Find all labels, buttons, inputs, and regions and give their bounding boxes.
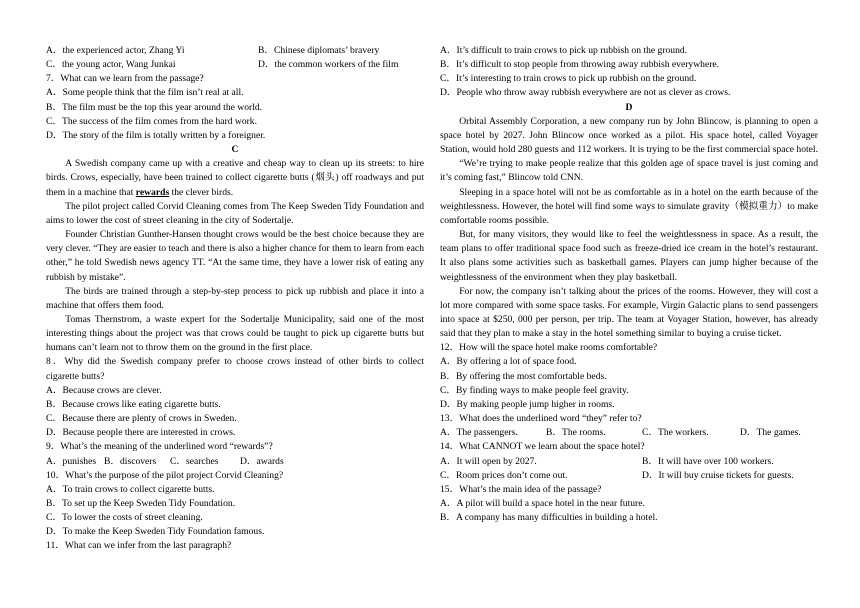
q15-option-a: A．A pilot will build a space hotel in the near future. [440, 498, 645, 509]
q11-option-d: D．People who throw away rubbish everywhere are not as clever as crows. [440, 87, 731, 99]
q13-options-row [440, 426, 818, 440]
passage-d-paragraph-1: Orbital Assembly Corporation, a new company run by John Blincow, is planning to open a space hotel by 2027. John Blincow once worked as a pilot. His space hotel, called Voyager Station, would hold 280 guests and 112 workers. It is trying to be the first commercial space hotel. [440, 115, 818, 156]
passage-d-paragraph-3: Sleeping in a space hotel will not be as comfortable as in a hotel on the earth because of the weightlessness. However, the hotel will find some ways to simulate gravity（模拟重力）to make comfortable rooms possible. [440, 186, 818, 226]
q13-option-a: A．The passengers. [440, 427, 518, 439]
passage-c-paragraph-1 [46, 157, 424, 199]
passage-d-paragraph-2: “We’re trying to make people realize that this golden age of space travel is just coming and it’s coming fast,” Blincow told CNN. [440, 158, 818, 184]
q9-option-a: A．punishes [46, 455, 97, 467]
q11-option-c: C．It’s interesting to train crows to pick up rubbish on the ground. [440, 73, 697, 85]
q6-option-d: D．the common workers of the film [258, 59, 399, 71]
q14-question: 14．What CANNOT we learn about the space hotel? [440, 441, 645, 453]
q12-question: 12．How will the space hotel make rooms comfortable? [440, 342, 658, 354]
q11-option-a: A．It’s difficult to train crows to pick up rubbish on the ground. [440, 45, 688, 56]
q14-option-c: C．Room prices don’t come out. [440, 469, 568, 481]
q7-option-c: C．The success of the film comes from the hard work. [46, 115, 258, 127]
q11-option-b: B．It’s difficult to stop people from throwing away rubbish everywhere. [440, 59, 720, 71]
q11-question: 11．What can we infer from the last paragraph? [46, 540, 232, 552]
q10-option-a: A．To train crows to collect cigarette butts. [46, 483, 215, 495]
q6-options-row2 [46, 58, 424, 72]
q12-option-c: C．By finding ways to make people feel gravity. [440, 384, 629, 396]
q10-option-d: D．To make the Keep Sweden Tidy Foundation famous. [46, 526, 265, 538]
q14-options-row1 [440, 455, 818, 469]
q14-options-row2 [440, 469, 818, 483]
q6-option-a: A．the experienced actor, Zhang Yi [46, 45, 185, 56]
passage-c-paragraph-5: Tomas Thernstrom, a waste expert for the Sodertalje Municipality, said one of the most interesting things about the project was that crows could be taught to pick up cigarette butts but humans can’t learn not to throw them on the ground in the first place. [46, 313, 424, 354]
q12-option-a: A．By offering a lot of space food. [440, 356, 577, 368]
q6-options-row1 [46, 44, 424, 58]
q8-question: 8．Why did the Swedish company prefer to choose crows instead of other birds to collect cigarette butts? [46, 356, 424, 382]
q7-question: 7．What can we learn from the passage? [46, 73, 204, 85]
q13-question: 13．What does the underlined word “they” refer to? [440, 413, 642, 425]
q14-option-d: D．It will buy cruise tickets for guests. [642, 469, 794, 481]
q14-option-b: B．It will have over 100 workers. [642, 455, 774, 467]
right-column [440, 44, 818, 525]
q7-option-d: D．The story of the film is totally written by a foreigner. [46, 129, 266, 141]
q15-option-b: B．A company has many difficulties in building a hotel. [440, 512, 658, 524]
q8-option-d: D．Because people there are interested in crows. [46, 427, 236, 439]
q9-option-c: C．searches [170, 455, 219, 467]
q15-question: 15．What’s the main idea of the passage? [440, 483, 602, 495]
q8-option-c: C．Because there are plenty of crows in Sweden. [46, 413, 237, 425]
q9-options-row [46, 455, 424, 469]
q7-option-a: A．Some people think that the film isn’t real at all. [46, 87, 244, 99]
q13-option-b: B．The rooms. [546, 427, 606, 439]
underlined-word-rewards: rewards [135, 186, 170, 198]
q9-option-d: D．awards [240, 455, 284, 467]
left-column [46, 44, 424, 554]
q8-option-b: B．Because crows like eating cigarette butts. [46, 398, 221, 410]
passage-d-paragraph-4: But, for many visitors, they would like to feel the weightlessness in space. As a result, the team plans to offer traditional space food such as freeze-dried ice cream in the hotel’s restaurant. It also plans some activities such as basketball games. Players can jump higher because of the weightlessness of the environment when they play basketball. [440, 229, 818, 283]
q10-option-b: B．To set up the Keep Sweden Tidy Foundation. [46, 498, 236, 509]
q9-option-b: B．discovers [104, 455, 157, 467]
q8-option-a: A．Because crows are clever. [46, 384, 162, 396]
q9-question: 9．What’s the meaning of the underlined word “rewards”? [46, 441, 273, 453]
passage-d-label: D [625, 101, 633, 113]
q12-option-b: B．By offering the most comfortable beds. [440, 370, 607, 382]
q13-option-c: C．The workers. [642, 427, 709, 439]
p1-after: the clever birds. [169, 186, 234, 198]
q12-option-d: D．By making people jump higher in rooms. [440, 398, 615, 410]
q6-option-b: B．Chinese diplomats’ bravery [258, 45, 380, 56]
passage-c-paragraph-2: The pilot project called Corvid Cleaning comes from The Keep Sweden Tidy Foundation and aims to lower the cost of street cleaning in the city of Sodertalje. [46, 200, 424, 226]
q13-option-d: D．The games. [740, 427, 801, 439]
q10-question: 10．What’s the purpose of the pilot project Corvid Cleaning? [46, 469, 284, 481]
q14-option-a: A．It will open by 2027. [440, 455, 537, 467]
passage-d-paragraph-5: For now, the company isn’t talking about the prices of the rooms. However, they will cost a lot more compared with some space tasks. For example, Virgin Galactic plans to send passengers into space at $250, 000 per person, per trip. The team at Voyager Station, however, has already said that they plan to make a stay in the hotel something similar to buying a cruise ticket. [440, 285, 818, 340]
q7-option-b: B．The film must be the top this year around the world. [46, 101, 263, 113]
p1-before: A Swedish company came up with a creative and cheap way to clean up its streets: to hire birds. Crows, especially, have been trained to collect cigarette butts (烟头) off roadways and put them in a machine that [46, 158, 424, 198]
passage-c-paragraph-4: The birds are trained through a step-by-step process to pick up rubbish and place it into a machine that offers them food. [46, 285, 424, 311]
q6-option-c: C．the young actor, Wang Junkai [46, 59, 176, 71]
passage-c-paragraph-3: Founder Christian Gunther-Hansen thought crows would be the best choice because they are very clever. “They are easier to teach and there is also a higher chance for them to learn from each other,” he told Swedish news agency TT. “At the same time, they have a lower risk of eating any rubbish by mistake”. [46, 229, 424, 283]
passage-c-label: C [231, 144, 239, 156]
q10-option-c: C．To lower the costs of street cleaning. [46, 512, 203, 524]
